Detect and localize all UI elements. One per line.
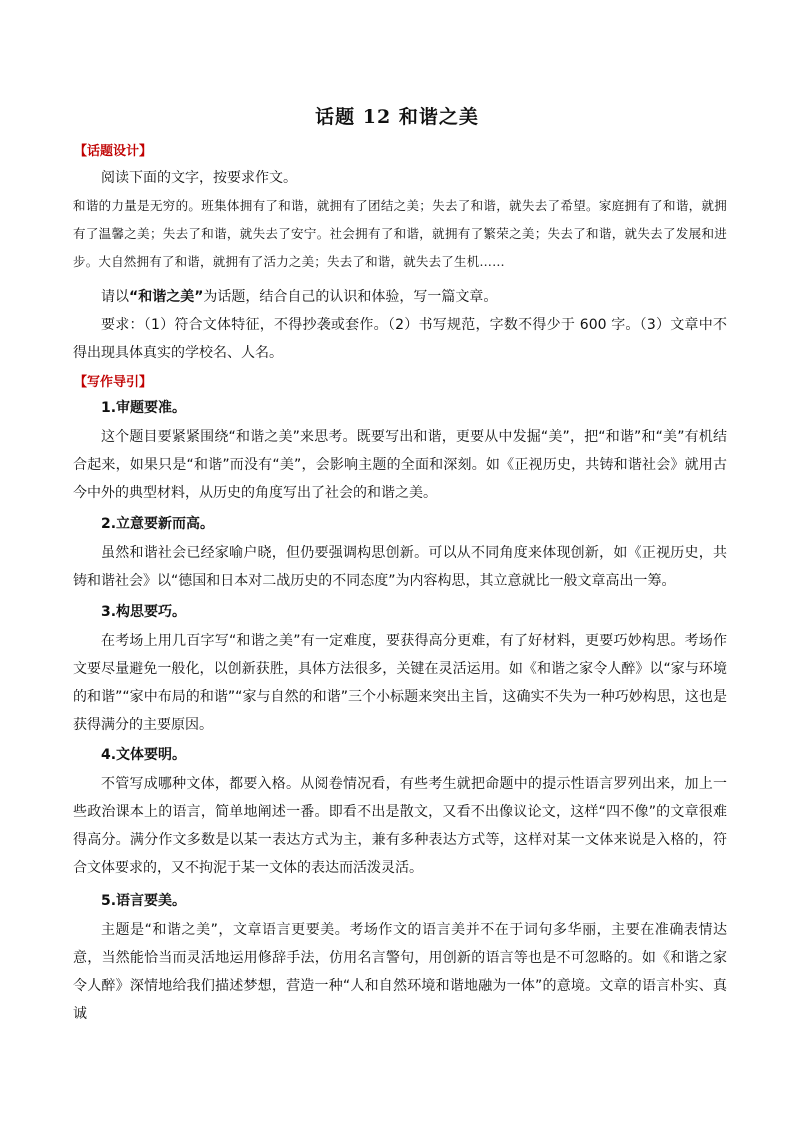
point-heading-2: 2.立意要新而高。 [101, 516, 215, 532]
point-body-4: 不管写成哪种文体，都要入格。从阅卷情况看，有些考生就把命题中的提示性语言罗列出来，加上一些政治课本上的语言，简单地阐述一番。即看不出是散文，又看不出像议论文，这样“四不像”的文章很难得高分。满分作文多数是以某一表达方式为主，兼有多种表达方式等，这样对某一文体来说是入格的，符合文体要求的，又不拘泥于某一文体的表达而活泼灵活。 [73, 776, 727, 876]
requirements-text: 要求：（1）符合文体特征，不得抄袭或套作。（2）书写规范，字数不得少于 600 字。（3）文章中不得出现具体真实的学校名、人名。 [73, 317, 727, 361]
intro-text: 阅读下面的文字，按要求作文。 [101, 170, 297, 186]
point-heading-5: 5.语言要美。 [101, 893, 187, 909]
quote-text: 和谐的力量是无穷的。班集体拥有了和谐，就拥有了团结之美；失去了和谐，就失去了希望。家庭拥有了和谐，就拥有了温馨之美；失去了和谐，就失去了安宁。社会拥有了和谐，就拥有了繁荣之美；失去了和谐，就失去了发展和进步。大自然拥有了和谐，就拥有了活力之美；失去了和谐，就失去了生机…… [73, 198, 727, 269]
prompt-topic: “和谐之美” [129, 289, 204, 305]
section-tag-writing-guide: 【写作导引】 [74, 375, 153, 390]
point-body-5: 主题是“和谐之美”，文章语言更要美。考场作文的语言美并不在于词句多华丽，主要在准确表情达意，当然能恰当而灵活地运用修辞手法，仿用名言警句，用创新的语言等也是不可忽略的。如《和谐之家令人醉》深情地给我们描述梦想，营造一种“人和自然环境和谐地融为一体”的意境。文章的语言朴实、真诚 [73, 922, 727, 1022]
point-heading-1: 1.审题要准。 [101, 400, 187, 416]
page-title: 话题 12 和谐之美 [315, 106, 479, 128]
point-heading-3: 3.构思要巧。 [101, 604, 187, 620]
point-heading-4: 4.文体要明。 [101, 747, 187, 763]
prompt-after: 为话题，结合自己的认识和体验，写一篇文章。 [203, 289, 498, 305]
point-body-1: 这个题目要紧紧围绕“和谐之美”来思考。既要写出和谐，更要从中发掘“美”，把“和谐”和“美”有机结合起来，如果只是“和谐”而没有“美”，会影响主题的全面和深刻。如《正视历史，共铸和谐社会》就用古今中外的典型材料，从历史的角度写出了社会的和谐之美。 [73, 429, 727, 501]
prompt-before: 请以 [101, 289, 129, 305]
prompt-text [73, 283, 727, 311]
section-tag-topic-design: 【话题设计】 [74, 144, 153, 159]
point-body-3: 在考场上用几百字写“和谐之美”有一定难度，要获得高分更难，有了好材料，更要巧妙构思。考场作文要尽量避免一般化，以创新获胜，具体方法很多，关键在灵活运用。如《和谐之家令人醉》以“家与环境的和谐”“家中布局的和谐”“家与自然的和谐”三个小标题来突出主旨，这确实不失为一种巧妙构思，这也是获得满分的主要原因。 [73, 633, 727, 733]
point-body-2: 虽然和谐社会已经家喻户晓，但仍要强调构思创新。可以从不同角度来体现创新，如《正视历史，共铸和谐社会》以“德国和日本对二战历史的不同态度”为内容构思，其立意就比一般文章高出一筹。 [73, 545, 727, 589]
